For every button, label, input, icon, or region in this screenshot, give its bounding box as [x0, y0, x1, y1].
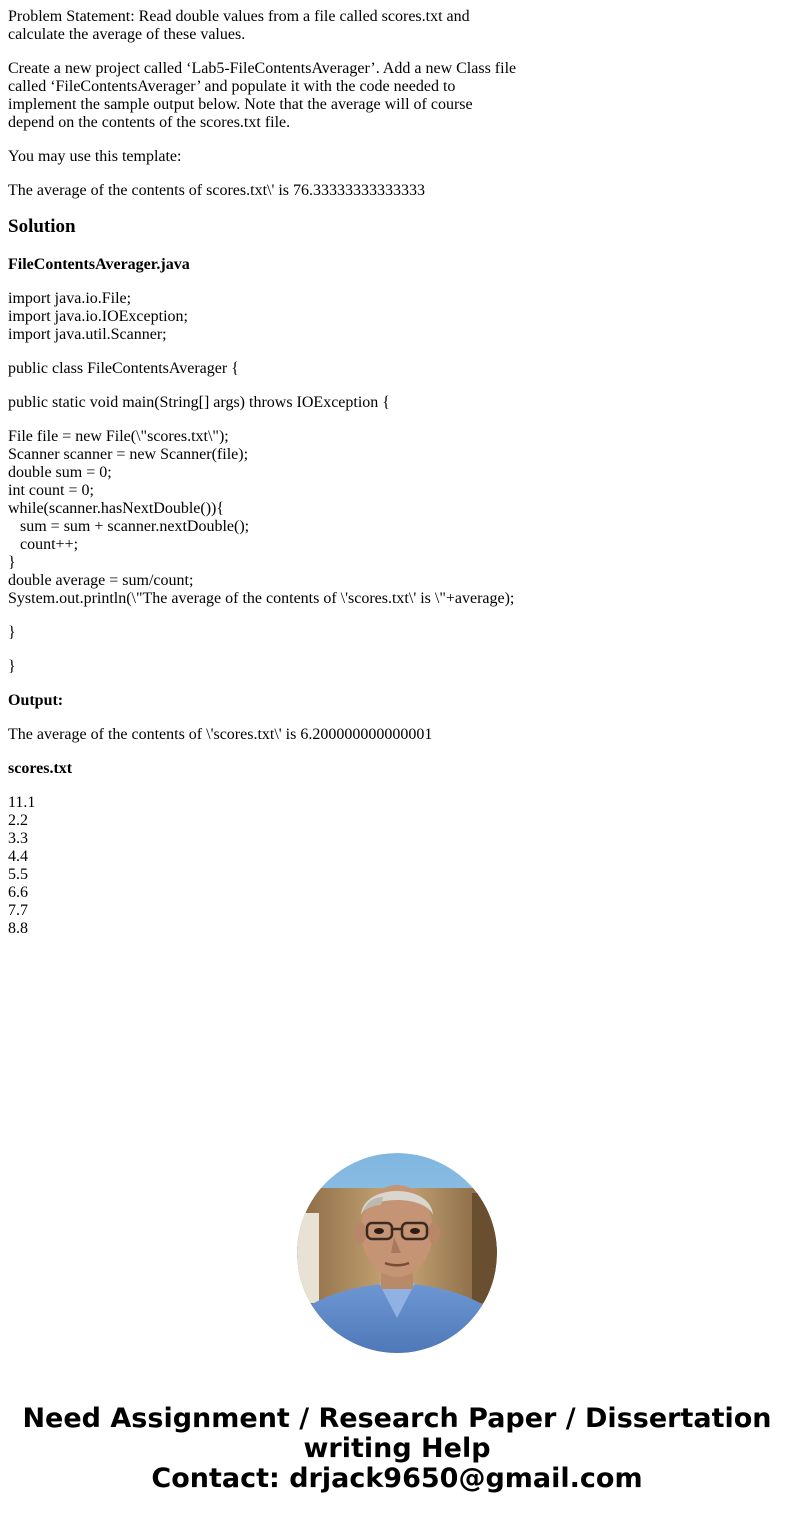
- code-line: double average = sum/count;: [8, 572, 194, 589]
- solution-heading: Solution: [8, 216, 76, 237]
- score-value: 11.1: [8, 794, 36, 811]
- text-line: Create a new project called ‘Lab5-FileContentsAverager’. Add a new Class file: [8, 60, 517, 77]
- output-text: The average of the contents of \'scores.txt\' is 6.200000000000001: [8, 726, 433, 743]
- code-line: public class FileContentsAverager {: [8, 360, 239, 377]
- score-value: 6.6: [8, 884, 28, 901]
- document-body: [8, 0, 528, 954]
- java-file-heading: FileContentsAverager.java: [8, 256, 190, 273]
- text-line: called ‘FileContentsAverager’ and populate it with the code needed to: [8, 78, 456, 95]
- score-value: 7.7: [8, 902, 28, 919]
- text-line: depend on the contents of the scores.txt file.: [8, 114, 291, 131]
- text-line: Problem Statement: Read double values from a file called scores.txt and: [8, 8, 470, 25]
- code-line: while(scanner.hasNextDouble()){: [8, 500, 225, 517]
- class-declaration: [8, 360, 528, 378]
- code-line: }: [8, 624, 16, 641]
- score-value: 4.4: [8, 848, 28, 865]
- banner-line: writing Help: [303, 1433, 491, 1464]
- contact-line: Contact: drjack9650@gmail.com: [151, 1463, 643, 1494]
- code-line: count++;: [8, 536, 79, 553]
- problem-statement: [8, 8, 528, 44]
- score-value: 2.2: [8, 812, 28, 829]
- contact-banner: [0, 1404, 794, 1494]
- import-block: [8, 290, 528, 344]
- author-photo: [297, 1153, 497, 1353]
- text-line: calculate the average of these values.: [8, 26, 246, 43]
- code-line: File file = new File(\"scores.txt\");: [8, 428, 229, 445]
- code-line: sum = sum + scanner.nextDouble();: [8, 518, 250, 535]
- method-close: [8, 624, 528, 642]
- code-line: }: [8, 658, 16, 675]
- portrait-icon: [297, 1153, 497, 1353]
- banner-line: Need Assignment / Research Paper / Dissertation: [22, 1403, 772, 1434]
- code-line: int count = 0;: [8, 482, 94, 499]
- code-line: double sum = 0;: [8, 464, 112, 481]
- code-line: import java.io.IOException;: [8, 308, 188, 325]
- main-declaration: [8, 394, 528, 412]
- score-value: 5.5: [8, 866, 28, 883]
- class-close: [8, 658, 528, 676]
- scores-heading: scores.txt: [8, 760, 73, 777]
- output-heading: Output:: [8, 692, 64, 709]
- scores-list: [8, 794, 528, 938]
- code-line: }: [8, 554, 16, 571]
- code-line: import java.util.Scanner;: [8, 326, 167, 343]
- text-line: implement the sample output below. Note that the average will of course: [8, 96, 473, 113]
- sample-output: The average of the contents of scores.txt\' is 76.33333333333333: [8, 182, 426, 199]
- score-value: 8.8: [8, 920, 28, 937]
- code-line: public static void main(String[] args) throws IOException {: [8, 394, 390, 411]
- code-line: import java.io.File;: [8, 290, 132, 307]
- method-body: [8, 428, 528, 608]
- instructions-paragraph: [8, 60, 528, 132]
- template-note: You may use this template:: [8, 148, 182, 165]
- code-line: Scanner scanner = new Scanner(file);: [8, 446, 249, 463]
- score-value: 3.3: [8, 830, 28, 847]
- code-line: System.out.println(\"The average of the contents of \'scores.txt\' is \"+average);: [8, 590, 515, 607]
